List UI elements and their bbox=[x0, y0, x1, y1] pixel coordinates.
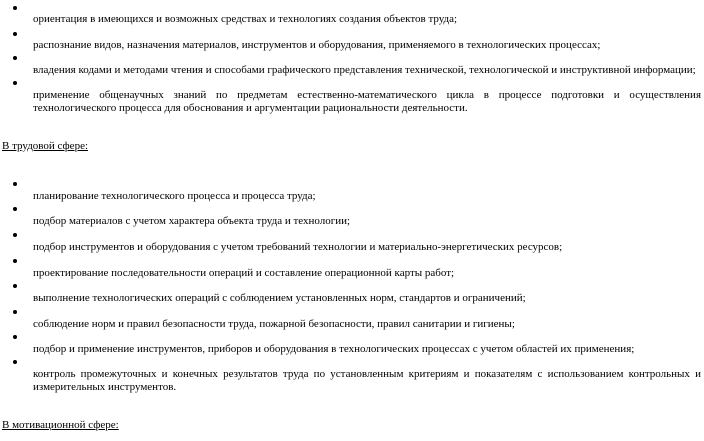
list-item: владения кодами и методами чтения и способами графического представления технической, технологической и инструктивной информации; bbox=[33, 64, 696, 76]
section-heading-labor: В трудовой сфере: bbox=[2, 140, 89, 152]
list-item: планирование технологического процесса и процесса труда; bbox=[33, 190, 316, 202]
bullet-marker bbox=[13, 284, 17, 288]
bullet-marker bbox=[13, 56, 17, 60]
bullet-marker bbox=[13, 233, 17, 237]
bullet-marker bbox=[13, 32, 17, 36]
list-item: подбор материалов с учетом характера объекта труда и технологии; bbox=[33, 215, 351, 227]
bullet-marker bbox=[13, 335, 17, 339]
bullet-marker bbox=[13, 310, 17, 314]
bullet-marker bbox=[13, 6, 17, 10]
list-item: распознание видов, назначения материалов, инструментов и оборудования, применяемого в технологических процессах; bbox=[33, 39, 601, 51]
bullet-marker bbox=[13, 81, 17, 85]
list-item: соблюдение норм и правил безопасности труда, пожарной безопасности, правил санитарии и гигиены; bbox=[33, 318, 515, 330]
bullet-marker bbox=[13, 182, 17, 186]
section-heading-motivation: В мотивационной сфере: bbox=[2, 419, 119, 431]
list-item: подбор инструментов и оборудования с учетом требований технологии и материально-энергетических ресурсов; bbox=[33, 241, 563, 253]
list-item: выполнение технологических операций с соблюдением установленных норм, стандартов и ограничений; bbox=[33, 292, 526, 304]
bullet-marker bbox=[13, 207, 17, 211]
list-item: проектирование последовательности операций и составление операционной карты работ; bbox=[33, 267, 455, 279]
list-item: применение общенаучных знаний по предметам естественно-математического цикла в процессе подготовки и осуществления технологического процесса для обоснования и аргументации рациональности деятельности. bbox=[33, 89, 701, 114]
bullet-marker bbox=[13, 360, 17, 364]
bullet-marker bbox=[13, 259, 17, 263]
list-item: контроль промежуточных и конечных результатов труда по установленным критериям и показателям с использованием контрольных и измерительных инструментов. bbox=[33, 368, 701, 393]
list-item: ориентация в имеющихся и возможных средствах и технологиях создания объектов труда; bbox=[33, 13, 458, 25]
list-item: подбор и применение инструментов, приборов и оборудования в технологических процессах с учетом областей их применения; bbox=[33, 343, 635, 355]
